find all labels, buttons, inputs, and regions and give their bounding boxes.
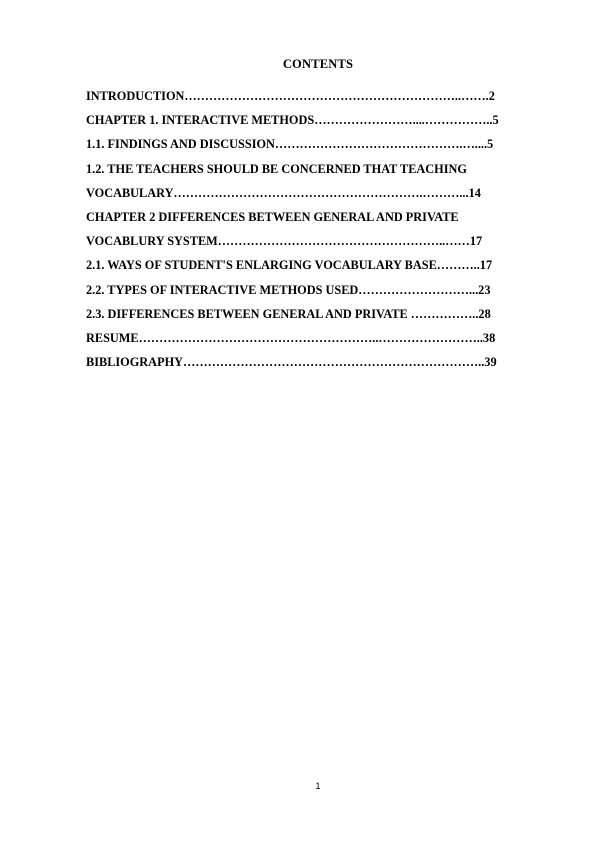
contents-title: CONTENTS: [282, 57, 354, 71]
toc-entry-1-1: 1.1. FINDINGS AND DISCUSSION……………………………………….…....5: [86, 137, 494, 152]
toc-entry-1-2-continued: VOCABULARY…………………………………………………….………...14: [86, 185, 481, 200]
toc-entry-bibliography: BIBLIOGRAPHY………………………………………………………………..39: [86, 355, 497, 370]
toc-entry-introduction: INTRODUCTION…………………………………………………………..…….2: [86, 89, 495, 103]
page-number: 1: [315, 781, 321, 791]
toc-entry-2-3: 2.3. DIFFERENCES BETWEEN GENERAL AND PRIVATE ……………..28: [86, 306, 491, 321]
table-of-contents: [86, 84, 566, 374]
toc-entry-2-1: 2.1. WAYS OF STUDENT'S ENLARGING VOCABULARY BASE………..17: [86, 258, 493, 273]
toc-entry-chapter-2-continued: VOCABLURY SYSTEM………………………………………………..……17: [86, 234, 483, 249]
toc-entry-chapter-1: CHAPTER 1. INTERACTIVE METHODS……………………....……………..5: [86, 113, 499, 128]
toc-entry-2-2: 2.2. TYPES OF INTERACTIVE METHODS USED………………………...23: [86, 282, 491, 297]
toc-entry-1-2: 1.2. THE TEACHERS SHOULD BE CONCERNED THAT TEACHING: [86, 161, 467, 176]
toc-entry-resume: RESUME…………………………………………………..……………………..38: [86, 330, 496, 345]
toc-entry-chapter-2: CHAPTER 2 DIFFERENCES BETWEEN GENERAL AND PRIVATE: [86, 209, 459, 224]
